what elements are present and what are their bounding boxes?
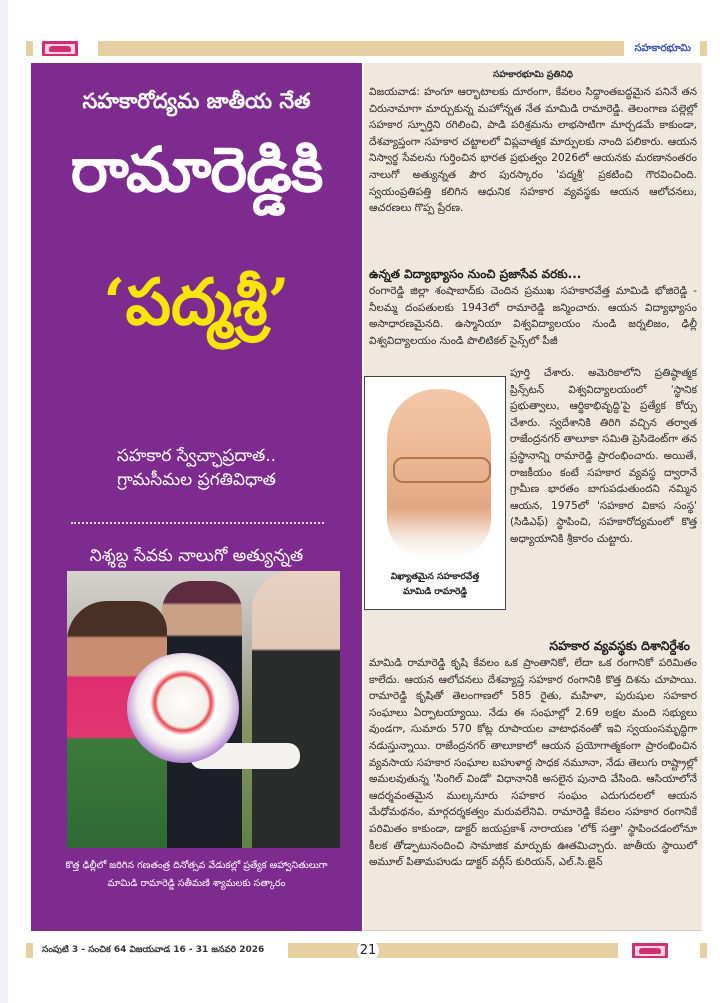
header-bar-stub-left xyxy=(26,41,33,56)
portrait-caption-line-1: విఖ్యాతమైన సహకారవేత్త xyxy=(390,572,480,582)
paragraph-education-continued: పూర్తి చేశారు. అమెరికాలోని ప్రతిష్ఠాత్మక ప్రిన్స్‌టన్ విశ్వవిద్యాలయంలో 'స్థానిక ప్రభుత్వాలు, ఆర్థికాభివృద్ధి'పై ప్రత్యేక కోర్సు చేశారు. స్వదేశానికి తిరిగి వచ్చిన తర్వాత రాజేంద్రనగర్ తాలూకా సమితి ప్రెసిడెంట్‌గా తన ప్రస్థానాన్ని రామారెడ్డి ప్రారంభించారు. అయితే, రాజకీయం కంటే సహకార వ్యవస్థ ద్వారానే గ్రామీణ భారతం బాగుపడుతుందని నమ్మిన ఆయన, 1975లో 'సహకార వికాస సంస్థ' (సిడిఎఫ్) స్థాపించి, సహకారోద్యమంలో కొత్త అధ్యాయానికి శ్రీకారం చుట్టారు. xyxy=(510,367,697,545)
section-heading-education: ఉన్నత విద్యాభ్యాసం నుంచి ప్రజాసేవ వరకు... xyxy=(369,267,582,281)
tagline-line-1: నిశ్శబ్ద సేవకు నాలుగో అత్యున్నత xyxy=(89,546,304,566)
page-footer xyxy=(26,943,707,959)
ceremony-photo xyxy=(67,571,340,848)
paragraph-education: రంగారెడ్డి జిల్లా శంషాబాద్‌కు చెందిన ప్రముఖ సహకారవేత్త మామిడి భోజిరెడ్డి - నీలమ్మ దంపతులకు 1943లో రామారెడ్డి జన్మించారు. ఆయన విద్యాభ్యాసం అసాధారణమైనది. ఉస్మానియా విశ్వవిద్యాలయం నుండి జర్నలిజం, ఢిల్లీ విశ్వవిద్యాలయం నుండి పొలిటికల్ సైన్స్‌లో పీజీ xyxy=(369,285,697,347)
cover-panel xyxy=(31,63,362,931)
photo-caption-line-2: మామిడి రామారెడ్డి సతీమణి శ్యామలకు సత్కారం xyxy=(107,878,286,889)
award-title: ‘పద్మశ్రీ’ xyxy=(103,265,290,340)
handshake-logo-icon xyxy=(42,41,78,56)
portrait-caption xyxy=(365,570,505,600)
handshake-logo-icon xyxy=(632,943,668,958)
article-bottom-rule xyxy=(364,930,702,931)
page-header xyxy=(26,41,707,57)
header-bar xyxy=(98,41,624,56)
header-brand: సహకారభూమి xyxy=(634,43,691,54)
photo-caption xyxy=(31,857,362,893)
issue-info: సంపుటి 3 - సంచిక 64 విజయవాడ 16 - 31 జనవరి 2026 xyxy=(42,945,265,955)
article-panel xyxy=(364,63,702,931)
page-edge xyxy=(0,0,8,1003)
page-number: 21 xyxy=(357,940,379,961)
subtitle-line-2: గ్రామసీమల ప్రగతివిధాత xyxy=(117,470,276,490)
paragraph-intro: విజయవాడ: హంగూ ఆర్భాటాలకు దూరంగా, కేవలం సిద్ధాంతబద్ధమైన పనినే తన చిరునామాగా మార్చుకున్న మహోన్నత నేత మామిడి రామారెడ్డి. తెలంగాణ పల్లెల్లో సహకార స్ఫూర్తిని రగిలించి, పాడి పరిశ్రమను లాభసాటిగా మార్చడమే కాకుండా, దేశవ్యాప్తంగా సహకార చట్టాలలో విప్లవాత్మక మార్పులకు నాంది పలికారు. ఆయన నిస్వార్థ సేవలను గుర్తించిన భారత ప్రభుత్వం 2026లో ఆయనకు మరణానంతరం నాలుగో అత్యున్నత పౌర పురస్కారం 'పద్మశ్రీ' ప్రకటించి గౌరవించింది. స్వయంప్రతిపత్తి కలిగిన ఆధునిక సహకార వ్యవస్థకు ఆయన ఆలోచనలు, ఆచరణలు గొప్ప ప్రేరణ. xyxy=(369,86,697,215)
paragraph-direction: మామిడి రామారెడ్డి కృషి కేవలం ఒక ప్రాంతానికో, లేదా ఒక రంగానికో పరిమితం కాలేదు. ఆయన ఆలోచనలు దేశవ్యాప్త సహకార రంగానికి కొత్త దిశను చూపాయి. రామారెడ్డి కృషితో తెలంగాణలో 585 రైతు, మహిళా, పురుషుల సహకార సంఘాలు ఏర్పాటయ్యాయి. నేడు ఈ సంఘాల్లో 2.69 లక్షల మంది సభ్యులు వుండగా, సుమారు 570 కోట్ల రూపాయల వాటాధనంతో ఇవి స్వయంసమృద్ధిగా నడుస్తున్నాయి. రాజేంద్రనగర్ తాలూకాలో ఆయన ప్రయోగాత్మకంగా ప్రారంభించిన వ్యవసాయ సహకార సంఘాల బహుళార్ధ సాధక నమూనా, నేడు తెలుగు రాష్ట్రాల్లో అమలవుతున్న 'సింగిల్ విండో' విధానానికి అసలైన పునాది వేసింది. ఆసియాలోనే ఆదర్శవంతమైన ముల్కనూరు సహకార సంఘం ఎదుగుదలలో ఆయన మేధోమథనం, మార్గదర్శకత్వం మరువలేనివి. రామారెడ్డి కేవలం సహకార రంగానికే పరిమితం కాకుండా, డాక్టర్ జయప్రకాశ్ నారాయణ 'లోక్ సత్తా' స్థాపించడంలోనూ కీలక తోడ్పాటునందించి సామాజిక మార్పుకు ఊతమిచ్చారు. జాతీయ స్థాయిలో అమూల్ పితామహుడు డాక్టర్ వర్గీస్ కురియన్, ఎల్.సి.జైన్ xyxy=(369,657,697,869)
header-bar-stub-right xyxy=(700,41,707,56)
photo-caption-line-1: కొత్త ఢిల్లీలో జరిగిన గణతంత్ర దినోత్సవ వేడుకల్లో ప్రత్యేక ఆహ్వానితులుగా xyxy=(65,860,328,871)
footer-bar xyxy=(288,943,618,958)
cover-kicker: సహకారోద్యమ జాతీయ నేత xyxy=(82,89,311,113)
portrait-glasses xyxy=(393,457,491,483)
portrait-photo xyxy=(364,376,506,610)
byline: సహకారభూమి ప్రతినిధి xyxy=(492,70,574,80)
footer-bar-stub-right xyxy=(700,943,707,958)
photo-official xyxy=(252,571,340,848)
footer-bar-stub-left xyxy=(26,943,33,958)
portrait-caption-line-2: మామిడి రామారెడ్డి xyxy=(402,587,467,597)
photo-bouquet xyxy=(127,653,239,763)
cover-headline: రామారెడ్డికి xyxy=(70,133,323,206)
dotted-divider xyxy=(71,522,324,524)
subtitle-line-1: సహకార స్వేచ్ఛాప్రదాత.. xyxy=(116,446,277,466)
section-heading-direction: సహకార వ్యవస్థకు దిశానిర్దేశం xyxy=(549,638,690,653)
